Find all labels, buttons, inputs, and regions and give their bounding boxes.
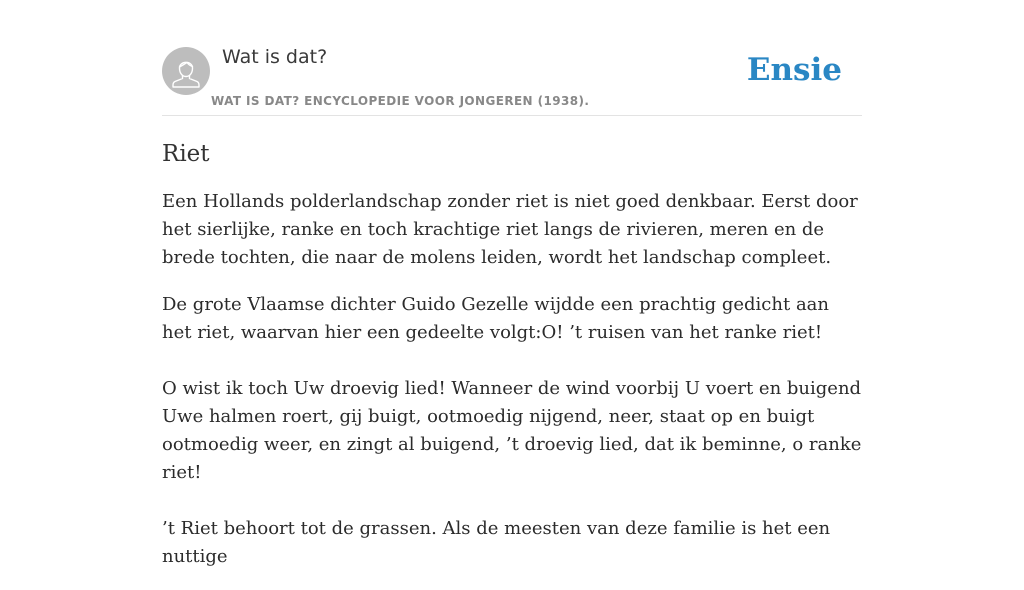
source-name[interactable]: Wat is dat?: [222, 46, 328, 68]
article-paragraph: De grote Vlaamse dichter Guido Gezelle wijdde een prachtig gedicht aan het riet, waarvan hier een gedeelte volgt:O! ’t ruisen van het ranke riet!: [162, 294, 829, 343]
user-silhouette-icon: [162, 47, 210, 95]
article-paragraph: ’t Riet behoort tot de grassen. Als de meesten van deze familie is het een nuttige: [162, 518, 831, 567]
article: [162, 138, 862, 590]
article-title: Riet: [162, 141, 210, 167]
article-paragraph: Een Hollands polderlandschap zonder riet is niet goed denkbaar. Eerst door het sierlijke, ranke en toch krachtige riet langs de rivieren, meren en de brede tochten, die naar de molens leiden, wordt het landschap compleet.: [162, 191, 858, 268]
source-header: [162, 44, 862, 116]
article-paragraph: O wist ik toch Uw droevig lied! Wanneer de wind voorbij U voert en buigend Uwe halmen roert, gij buigt, ootmoedig nijgend, neer, staat op en buigt ootmoedig weer, en zingt al buigend, ’t droevig lied, dat ik beminne, o ranke riet!: [162, 378, 862, 483]
source-avatar[interactable]: [162, 47, 210, 95]
source-subtitle: WAT IS DAT? ENCYCLOPEDIE VOOR JONGEREN (1938).: [211, 94, 590, 108]
ensie-logo-link[interactable]: Ensie: [746, 52, 842, 88]
